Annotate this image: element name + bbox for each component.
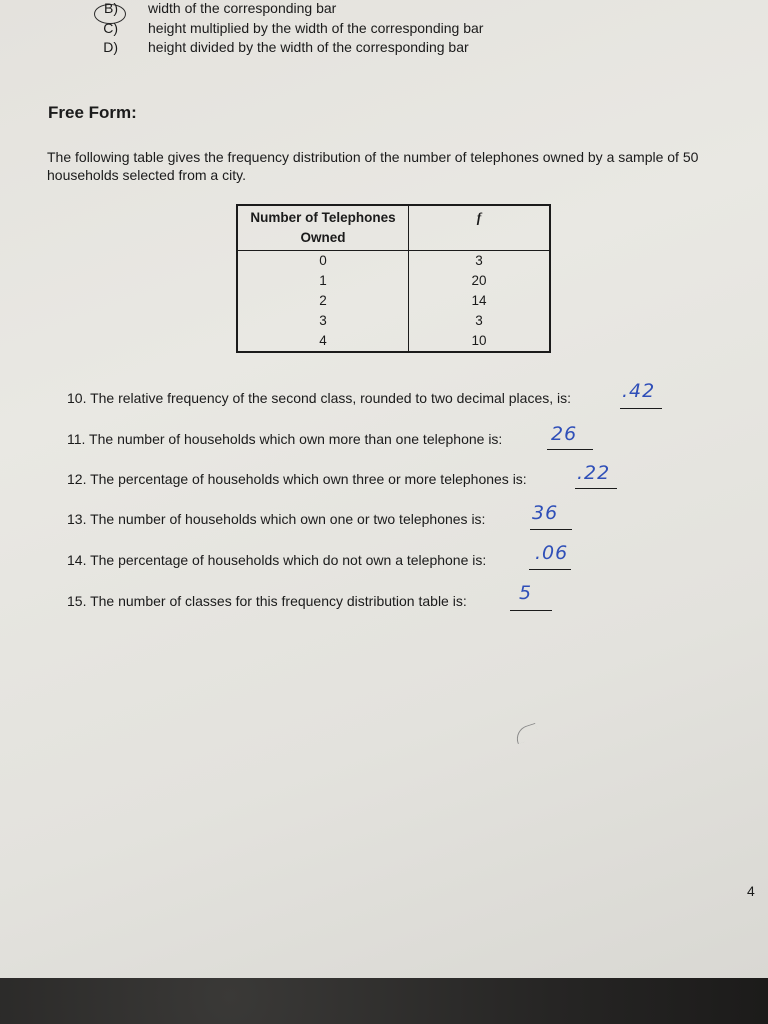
- option-c-text: height multiplied by the width of the corresponding bar: [148, 20, 484, 36]
- table-row: [237, 251, 550, 272]
- table-row: [237, 331, 550, 352]
- table-cell: 1: [237, 271, 409, 291]
- header-telephones: Number of Telephones Owned: [237, 205, 409, 251]
- table-cell: 3: [475, 253, 483, 268]
- table-cell: 10: [471, 333, 487, 348]
- page-number: 4: [747, 883, 755, 899]
- table-cell: 0: [237, 251, 409, 272]
- stray-pencil-mark: [513, 723, 540, 744]
- answer-15: 5: [519, 582, 533, 604]
- option-c-letter: C): [103, 20, 118, 36]
- question-11: 11. The number of households which own more than one telephone is:: [67, 431, 503, 447]
- question-15: 15. The number of classes for this frequency distribution table is:: [67, 593, 467, 609]
- option-d-letter: D): [103, 39, 118, 55]
- desk-surface: [0, 978, 768, 1024]
- question-13: 13. The number of households which own one or two telephones is:: [67, 511, 486, 527]
- answer-12: .22: [577, 462, 611, 484]
- answer-13: 36: [532, 502, 559, 524]
- answer-11: 26: [551, 423, 578, 445]
- table-row: [237, 271, 550, 291]
- frequency-table: [236, 204, 551, 353]
- question-14: 14. The percentage of households which do not own a telephone is:: [67, 552, 487, 568]
- table-row: [237, 311, 550, 331]
- option-b-letter: B): [104, 0, 118, 16]
- question-10: 10. The relative frequency of the second class, rounded to two decimal places, is:: [67, 390, 572, 406]
- section-title: Free Form:: [48, 103, 137, 122]
- table-cell: 4: [237, 331, 409, 352]
- header-frequency: f: [409, 205, 551, 251]
- table-cell: 2: [237, 291, 409, 311]
- table-cell: 20: [471, 273, 487, 288]
- option-b-text: width of the corresponding bar: [148, 0, 337, 16]
- question-12: 12. The percentage of households which own three or more telephones is:: [67, 471, 527, 487]
- option-d-text: height divided by the width of the corresponding bar: [148, 39, 469, 55]
- table-cell: 3: [475, 313, 483, 328]
- answer-14: .06: [535, 542, 569, 564]
- table-row: [237, 291, 550, 311]
- intro-paragraph: The following table gives the frequency distribution of the number of telephones owned by a sample of 50 households selected from a city.: [47, 149, 699, 183]
- table-cell: 3: [237, 311, 409, 331]
- answer-10: .42: [622, 380, 656, 402]
- table-cell: 14: [471, 293, 487, 308]
